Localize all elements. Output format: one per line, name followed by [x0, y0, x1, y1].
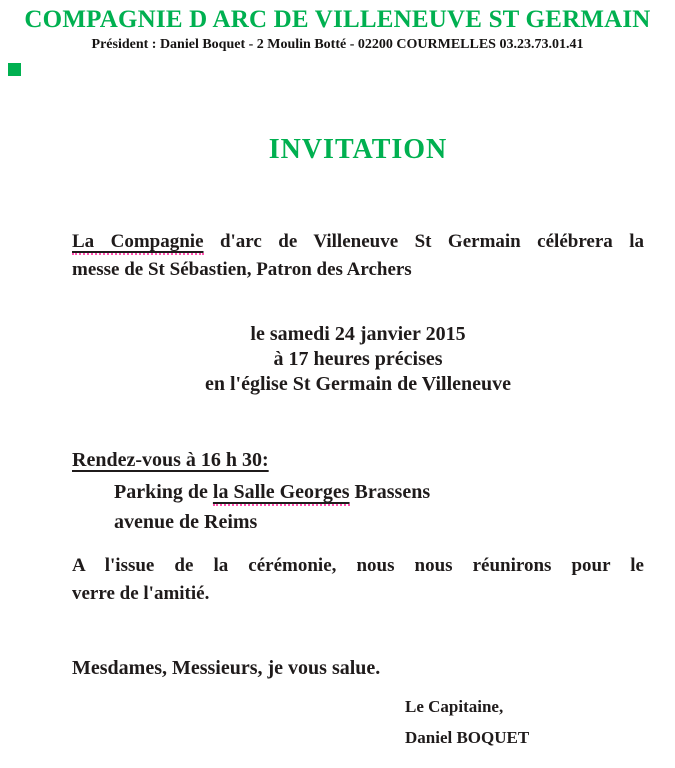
rendezvous-underlined-text: Rendez-vous à 16 h 30: [72, 449, 269, 471]
invitation-heading: INVITATION [268, 134, 448, 165]
rendezvous-heading [72, 446, 644, 474]
announcement-paragraph [72, 228, 644, 284]
schedule-block [72, 322, 644, 397]
ceremony-line-2: verre de l'amitié. [72, 583, 210, 604]
ceremony-line-1: A l'issue de la cérémonie, nous nous réunirons pour le [72, 555, 644, 576]
schedule-time-line: à 17 heures précises [273, 348, 443, 370]
underlined-phrase-salle-georges: la Salle Georges [213, 481, 350, 506]
announcement-line-2: messe de St Sébastien, Patron des Archers [72, 259, 412, 280]
announcement-line-1 [72, 228, 644, 256]
parking-line [114, 478, 644, 506]
salutation-line: Mesdames, Messieurs, je vous salue. [72, 657, 381, 679]
signature-role: Le Capitaine, [405, 697, 504, 716]
schedule-place-line: en l'église St Germain de Villeneuve [204, 373, 512, 395]
avenue-line: avenue de Reims [114, 511, 258, 533]
announcement-line-1-rest: d'arc de Villeneuve St Germain célébrera la [203, 231, 644, 252]
parking-suffix: Brassens [349, 481, 431, 503]
signature-name: Daniel BOQUET [405, 728, 530, 747]
page-title: COMPAGNIE D ARC DE VILLENEUVE ST GERMAIN [24, 6, 651, 33]
schedule-date-line: le samedi 24 janvier 2015 [250, 323, 466, 345]
parking-prefix: Parking de [114, 481, 213, 503]
ceremony-paragraph [72, 552, 644, 608]
underlined-phrase-la-compagnie: La Compagnie [72, 231, 204, 255]
header-subtitle: Président : Daniel Boquet - 2 Moulin Botté - 02200 COURMELLES 03.23.73.01.41 [91, 37, 584, 52]
green-square-marker [8, 63, 21, 76]
